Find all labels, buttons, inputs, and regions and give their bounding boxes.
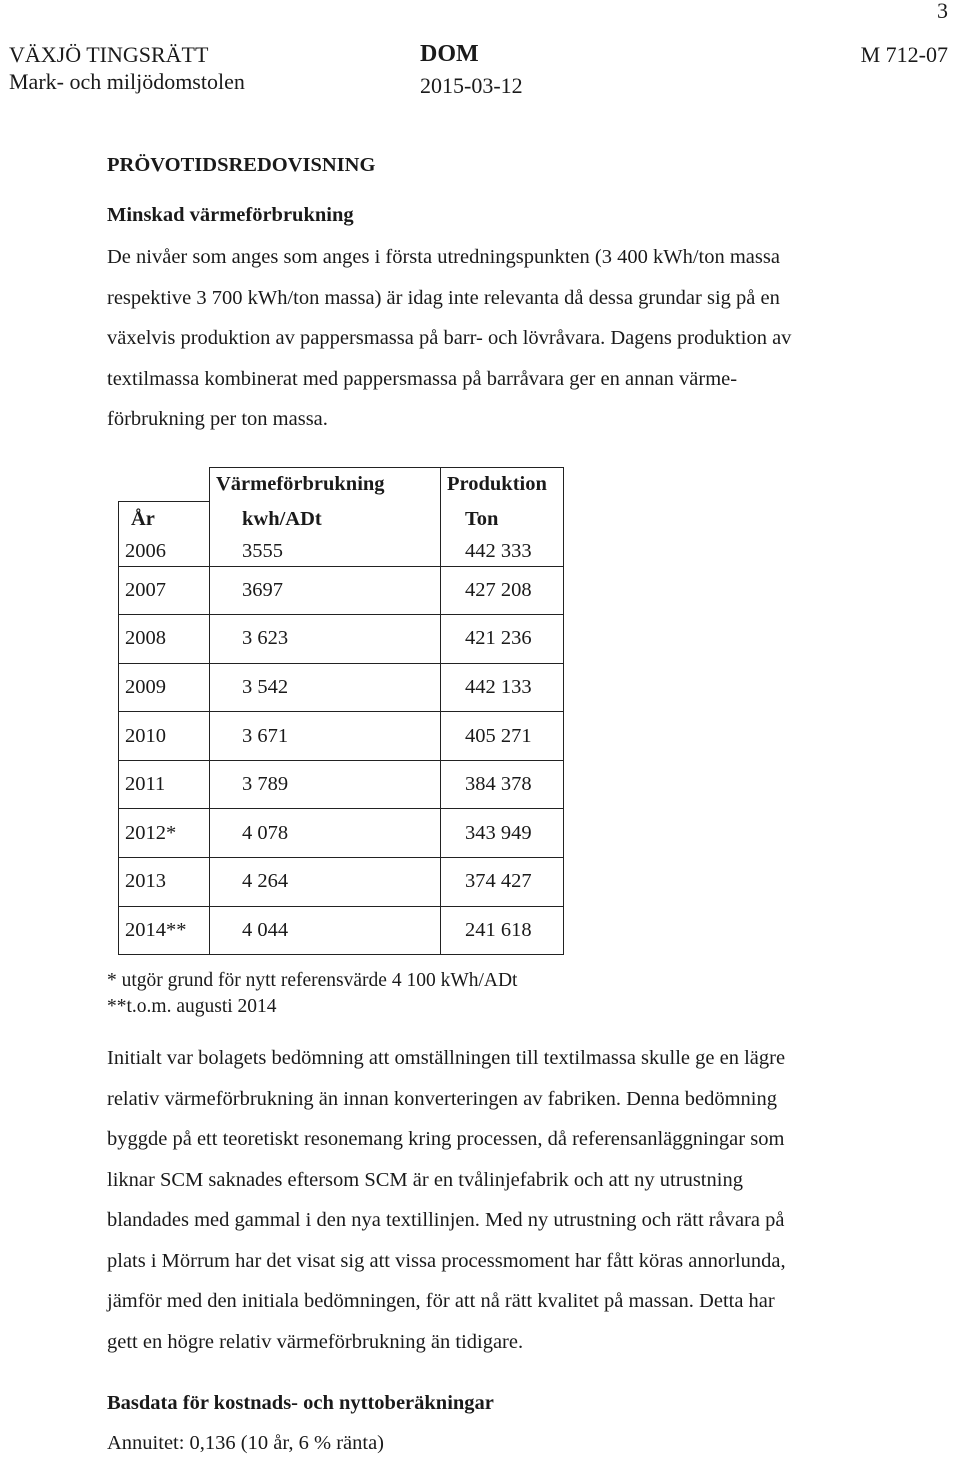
- table-header-row: [119, 468, 564, 502]
- year-cell: 2011: [119, 760, 210, 809]
- heat-cell: 3697: [210, 566, 441, 615]
- header-cell: År: [119, 501, 210, 538]
- intro-line: förbrukning per ton massa.: [107, 408, 328, 430]
- production-cell: 343 949: [441, 809, 564, 858]
- production-cell: 374 427: [441, 858, 564, 907]
- annuity-line: Annuitet: 0,136 (10 år, 6 % ränta): [107, 1432, 384, 1454]
- section-title: PRÖVOTIDSREDOVISNING: [107, 154, 376, 176]
- heat-consumption-table: [118, 467, 564, 955]
- paragraph-line: plats i Mörrum har det visat sig att vissa processmoment har fått köras annorlunda,: [107, 1249, 786, 1272]
- document-type: DOM: [420, 41, 479, 67]
- year-cell: 2008: [119, 615, 210, 664]
- assessment-paragraph: [107, 1038, 897, 1362]
- document-date: 2015-03-12: [420, 73, 523, 98]
- court-name: VÄXJÖ TINGSRÄTT: [9, 42, 209, 67]
- year-cell: 2014**: [119, 906, 210, 955]
- header-cell: Värmeförbrukning: [210, 468, 441, 502]
- heat-cell: 3 671: [210, 712, 441, 761]
- footnote-through-august: **t.o.m. augusti 2014: [107, 996, 277, 1017]
- paragraph-line: Initialt var bolagets bedömning att omställningen till textilmassa skulle ge en lägre: [107, 1047, 786, 1069]
- paragraph-line: gett en högre relativ värmeförbrukning än tidigare.: [107, 1330, 524, 1353]
- table-row: [119, 663, 564, 712]
- header-cell: kwh/ADt: [210, 501, 441, 538]
- intro-line: växelvis produktion av pappersmassa på barr- och lövråvara. Dagens produktion av: [107, 327, 792, 349]
- production-cell: 427 208: [441, 566, 564, 615]
- footnote-reference-value: * utgör grund för nytt referensvärde 4 100 kWh/ADt: [107, 970, 518, 991]
- case-number: M 712-07: [860, 42, 948, 67]
- table-row: [119, 712, 564, 761]
- basdata-title: Basdata för kostnads- och nyttoberäkningar: [107, 1392, 494, 1414]
- table-row: [119, 809, 564, 858]
- subsection-title: Minskad värmeförbrukning: [107, 204, 354, 226]
- heat-cell: 3555: [210, 538, 441, 567]
- paragraph-line: byggde på ett teoretiskt resonemang kring processen, då referensanläggningar som: [107, 1128, 785, 1150]
- year-cell: 2006: [119, 538, 210, 567]
- production-cell: 384 378: [441, 760, 564, 809]
- heat-cell: 4 264: [210, 858, 441, 907]
- paragraph-line: jämför med den initiala bedömningen, för att nå rätt kvalitet på massan. Detta har: [107, 1290, 775, 1312]
- heat-cell: 4 044: [210, 906, 441, 955]
- intro-paragraph: [107, 237, 897, 440]
- year-cell: 2013: [119, 858, 210, 907]
- paragraph-line: liknar SCM saknades eftersom SCM är en tvålinjefabrik och att ny utrustning: [107, 1168, 743, 1191]
- intro-line: textilmassa kombinerat med pappersmassa på barråvara ger en annan värme-: [107, 367, 738, 390]
- production-cell: 442 333: [441, 538, 564, 567]
- header-cell: Ton: [441, 501, 564, 538]
- table-row: [119, 538, 564, 567]
- department-name: Mark- och miljödomstolen: [9, 69, 245, 94]
- year-cell: 2009: [119, 663, 210, 712]
- table-header-row: [119, 501, 564, 538]
- heat-cell: 3 542: [210, 663, 441, 712]
- intro-line: De nivåer som anges som anges i första utredningspunkten (3 400 kWh/ton massa: [107, 246, 780, 268]
- year-cell: 2007: [119, 566, 210, 615]
- table-row: [119, 615, 564, 664]
- paragraph-line: blandades med gammal i den nya textillinjen. Med ny utrustning och rätt råvara på: [107, 1209, 785, 1231]
- production-cell: 421 236: [441, 615, 564, 664]
- page-number: 3: [937, 0, 948, 23]
- table-row: [119, 760, 564, 809]
- intro-line: respektive 3 700 kWh/ton massa) är idag inte relevanta då dessa grundar sig på en: [107, 286, 780, 309]
- year-cell: 2012*: [119, 809, 210, 858]
- table-row: [119, 566, 564, 615]
- heat-cell: 4 078: [210, 809, 441, 858]
- heat-cell: 3 789: [210, 760, 441, 809]
- header-cell: Produktion: [441, 468, 564, 502]
- header-cell: [119, 468, 210, 502]
- paragraph-line: relativ värmeförbrukning än innan konverteringen av fabriken. Denna bedömning: [107, 1087, 778, 1110]
- year-cell: 2010: [119, 712, 210, 761]
- table-row: [119, 858, 564, 907]
- table-row: [119, 906, 564, 955]
- production-cell: 241 618: [441, 906, 564, 955]
- production-cell: 442 133: [441, 663, 564, 712]
- production-cell: 405 271: [441, 712, 564, 761]
- heat-cell: 3 623: [210, 615, 441, 664]
